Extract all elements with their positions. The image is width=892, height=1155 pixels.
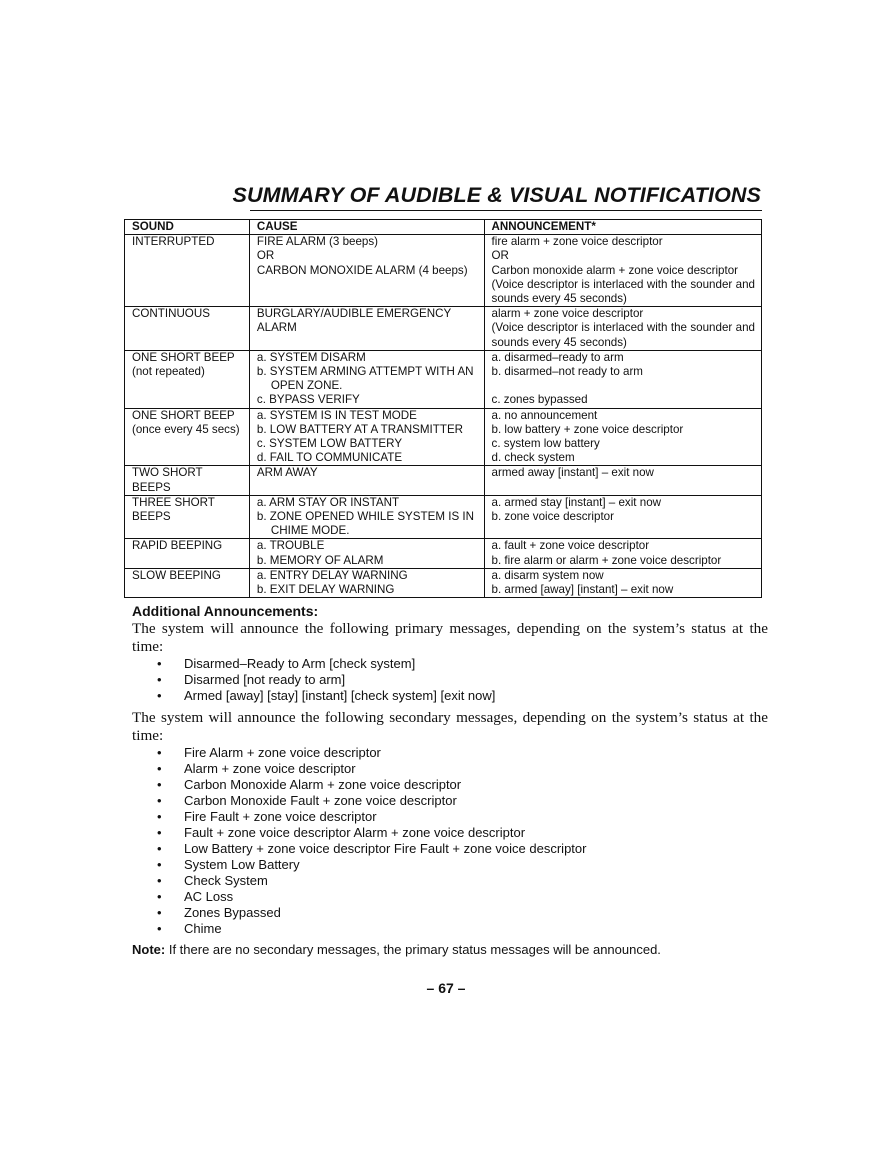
column-header-announcement: ANNOUNCEMENT*: [484, 220, 761, 235]
cell-line: SLOW BEEPING: [132, 568, 221, 582]
page-number: – 67 –: [426, 980, 466, 996]
list-item: • Low Battery + zone voice descriptor Fire Fault + zone voice descriptor: [132, 841, 768, 857]
note-label: Note:: [132, 942, 166, 957]
secondary-messages-list: [132, 745, 768, 937]
cell-line: (Voice descriptor is interlaced with the sounder and sounds every 45 seconds): [491, 277, 755, 306]
list-item: • Chime: [132, 921, 768, 937]
cell-line: TWO SHORT: [132, 466, 203, 480]
additional-announcements-section: [132, 602, 768, 958]
cause-cell: [249, 408, 484, 466]
list-item: • Fire Fault + zone voice descriptor: [132, 809, 768, 825]
cell-line: (not repeated): [132, 365, 205, 379]
table-row: [125, 568, 762, 597]
announcement-cell: [484, 307, 761, 351]
cell-line: CONTINUOUS: [132, 307, 210, 321]
sound-cell: [125, 307, 250, 351]
cause-cell: [249, 495, 484, 539]
table-row: [125, 466, 762, 495]
list-item: • Carbon Monoxide Alarm + zone voice descriptor: [132, 777, 768, 793]
cell-line: d. FAIL TO COMMUNICATE: [256, 451, 403, 465]
cell-line: ONE SHORT BEEP: [132, 408, 235, 422]
cell-line: b. fire alarm or alarm + zone voice descriptor: [491, 553, 722, 567]
announcement-cell: [484, 568, 761, 597]
primary-intro-text: The system will announce the following primary messages, depending on the system’s status at the time:: [132, 620, 768, 655]
announcement-cell: [484, 235, 761, 307]
cell-line: b. low battery + zone voice descriptor: [491, 422, 684, 436]
cell-line: CARBON MONOXIDE ALARM (4 beeps): [256, 263, 468, 277]
table-row: [125, 307, 762, 351]
cell-line: THREE SHORT: [132, 495, 215, 509]
cell-line: BURGLARY/AUDIBLE EMERGENCY ALARM: [256, 307, 452, 335]
cell-line: a. TROUBLE: [256, 539, 325, 553]
cell-line: ARM AWAY: [256, 466, 318, 480]
list-item: • System Low Battery: [132, 857, 768, 873]
announcement-cell: [484, 466, 761, 495]
cell-line: alarm + zone voice descriptor: [491, 307, 644, 321]
note-text: If there are no secondary messages, the primary status messages will be announced.: [165, 942, 661, 957]
sound-cell: [125, 495, 250, 539]
note-paragraph: [132, 942, 768, 958]
announcement-cell: [484, 495, 761, 539]
cell-line: a. disarmed–ready to arm: [491, 350, 624, 364]
table-row: [125, 495, 762, 539]
sound-cell: [125, 466, 250, 495]
cell-line: c. zones bypassed: [491, 393, 588, 407]
cell-line: a. armed stay [instant] – exit now: [491, 495, 662, 509]
cell-line: FIRE ALARM (3 beeps): [256, 235, 379, 249]
cell-line: b. zone voice descriptor: [491, 510, 614, 524]
cell-line: a. no announcement: [491, 408, 598, 422]
cell-line: a. disarm system now: [491, 568, 604, 582]
list-item: • Disarmed–Ready to Arm [check system]: [132, 656, 768, 672]
cell-line: b. ZONE OPENED WHILE SYSTEM IS IN CHIME MODE.: [256, 510, 474, 538]
sound-cell: [125, 568, 250, 597]
cell-line: b. LOW BATTERY AT A TRANSMITTER: [256, 422, 464, 436]
announcement-cell: [484, 408, 761, 466]
list-item: • Carbon Monoxide Fault + zone voice descriptor: [132, 793, 768, 809]
table-row: [125, 235, 762, 307]
cell-line: OR: [491, 249, 509, 263]
sound-cell: [125, 350, 250, 408]
sound-cell: [125, 235, 250, 307]
cell-line: a. SYSTEM DISARM: [256, 350, 366, 364]
list-item: • Check System: [132, 873, 768, 889]
secondary-intro-text: The system will announce the following secondary messages, depending on the system’s status at the time:: [132, 709, 768, 744]
list-item: • Fire Alarm + zone voice descriptor: [132, 745, 768, 761]
column-header-cause: CAUSE: [249, 220, 484, 235]
cell-line: [492, 379, 755, 393]
notifications-table: [124, 219, 762, 598]
cell-line: a. ARM STAY OR INSTANT: [256, 495, 400, 509]
table-row: [125, 539, 762, 568]
cause-cell: [249, 350, 484, 408]
primary-messages-list: [132, 656, 768, 704]
cell-line: fire alarm + zone voice descriptor: [491, 235, 663, 249]
announcement-cell: [484, 539, 761, 568]
cell-line: OR: [256, 249, 275, 263]
cell-line: BEEPS: [132, 510, 171, 524]
cell-line: RAPID BEEPING: [132, 539, 223, 553]
page-title: SUMMARY OF AUDIBLE & VISUAL NOTIFICATIONS: [232, 183, 761, 207]
cell-line: c. system low battery: [491, 437, 600, 451]
table-header-row: [125, 220, 762, 235]
additional-announcements-heading: Additional Announcements:: [132, 603, 319, 619]
announcement-cell: [484, 350, 761, 408]
cell-line: BEEPS: [132, 480, 171, 494]
sound-cell: [125, 408, 250, 466]
cell-line: b. MEMORY OF ALARM: [256, 553, 384, 567]
cell-line: ONE SHORT BEEP: [132, 350, 235, 364]
cell-line: b. disarmed–not ready to arm: [491, 365, 643, 379]
sound-cell: [125, 539, 250, 568]
list-item: • Alarm + zone voice descriptor: [132, 761, 768, 777]
cell-line: c. SYSTEM LOW BATTERY: [256, 437, 403, 451]
cell-line: (Voice descriptor is interlaced with the sounder and sounds every 45 seconds): [491, 321, 755, 349]
cell-line: Carbon monoxide alarm + zone voice descriptor: [491, 263, 739, 277]
cause-cell: [249, 539, 484, 568]
cause-cell: [249, 568, 484, 597]
cell-line: armed away [instant] – exit now: [491, 466, 654, 480]
list-item: • Armed [away] [stay] [instant] [check system] [exit now]: [132, 688, 768, 704]
cell-line: a. fault + zone voice descriptor: [491, 539, 650, 553]
cell-line: c. BYPASS VERIFY: [256, 393, 360, 407]
cell-line: d. check system: [491, 451, 575, 465]
title-rule: [250, 210, 762, 211]
table-row: [125, 408, 762, 466]
cell-line: (once every 45 secs): [132, 422, 240, 436]
cell-line: INTERRUPTED: [132, 235, 215, 249]
list-item: • Zones Bypassed: [132, 905, 768, 921]
table-row: [125, 350, 762, 408]
list-item: • Fault + zone voice descriptor Alarm + zone voice descriptor: [132, 825, 768, 841]
cause-cell: [249, 466, 484, 495]
cause-cell: [249, 235, 484, 307]
list-item: • Disarmed [not ready to arm]: [132, 672, 768, 688]
cell-line: b. SYSTEM ARMING ATTEMPT WITH AN OPEN ZONE.: [256, 365, 474, 393]
cell-line: a. SYSTEM IS IN TEST MODE: [256, 408, 417, 422]
cell-line: b. armed [away] [instant] – exit now: [491, 583, 674, 597]
column-header-sound: SOUND: [125, 220, 250, 235]
cell-line: a. ENTRY DELAY WARNING: [256, 568, 408, 582]
list-item: • AC Loss: [132, 889, 768, 905]
cause-cell: [249, 307, 484, 351]
cell-line: b. EXIT DELAY WARNING: [256, 583, 395, 597]
